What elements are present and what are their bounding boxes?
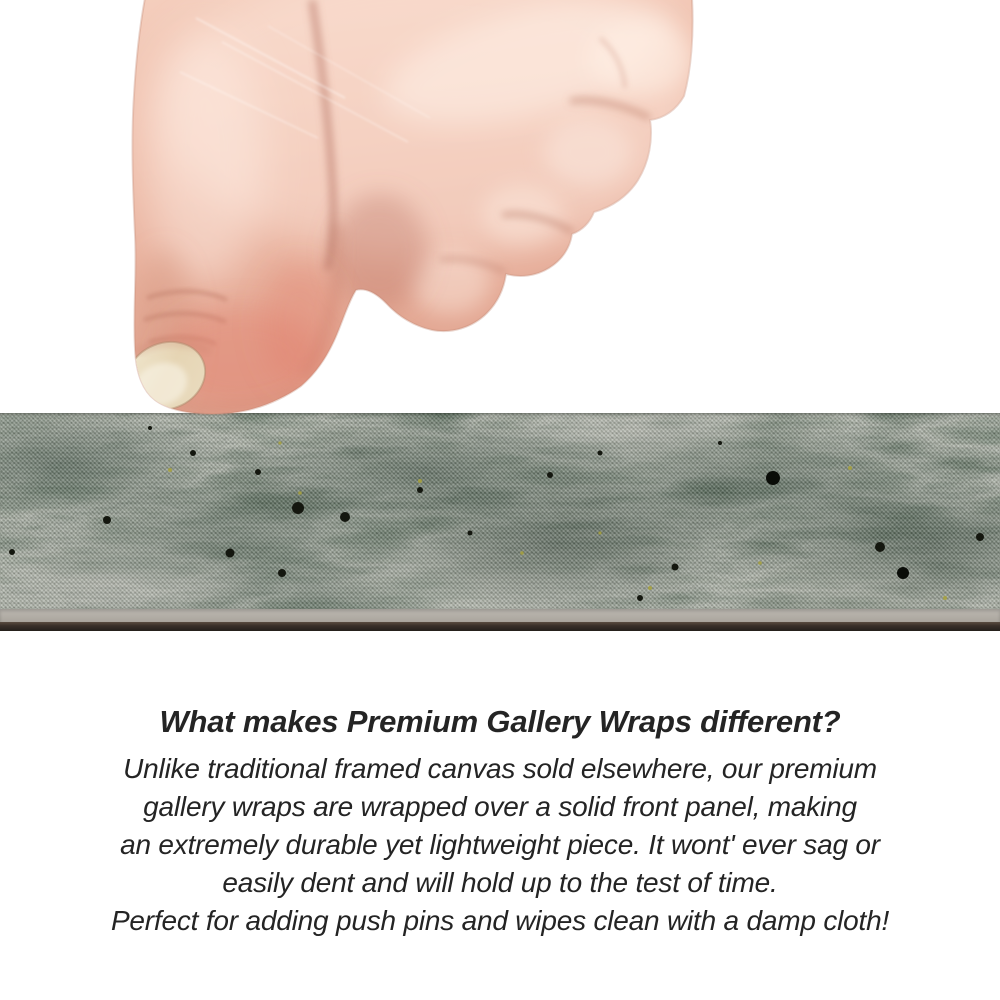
hand-shading [117,0,700,422]
caption-block [0,702,1000,940]
caption-line-2: gallery wraps are wrapped over a solid front panel, making [143,791,857,822]
caption-line-4: easily dent and will hold up to the test of time. [222,867,778,898]
caption-line-3: an extremely durable yet lightweight piece. It wont' ever sag or [120,829,880,860]
caption-line-5: Perfect for adding push pins and wipes clean with a damp cloth! [110,905,890,936]
caption-line-1: Unlike traditional framed canvas sold elsewhere, our premium [123,753,877,784]
caption-heading: What makes Premium Gallery Wraps different? [159,704,841,739]
